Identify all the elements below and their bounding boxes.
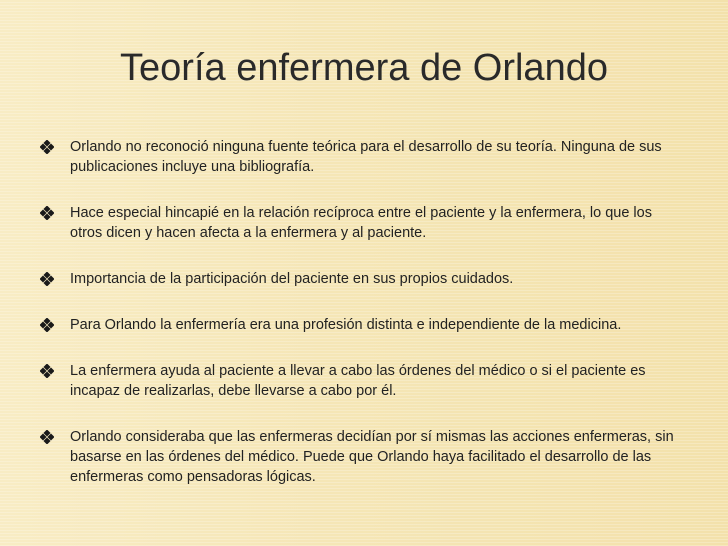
diamond-bullet-icon bbox=[40, 430, 54, 444]
diamond-bullet-icon bbox=[40, 140, 54, 154]
bullet-item bbox=[40, 137, 680, 177]
bullet-item bbox=[40, 269, 680, 289]
diamond-bullet-icon bbox=[40, 364, 54, 378]
bullet-text: Para Orlando la enfermería era una profesión distinta e independiente de la medicina. bbox=[70, 317, 622, 333]
bullet-text: Orlando consideraba que las enfermeras decidían por sí mismas las acciones enfermeras, sin basarse en las órdenes del médico. Puede que Orlando haya facilitado el desarrollo de las enfermeras como pensadoras lógicas. bbox=[70, 429, 674, 485]
bullet-item bbox=[40, 361, 680, 401]
bullet-text: Hace especial hincapié en la relación recíproca entre el paciente y la enfermera, lo que los otros dicen y hacen afecta a la enfermera y al paciente. bbox=[70, 205, 652, 241]
bullet-text: Importancia de la participación del paciente en sus propios cuidados. bbox=[70, 271, 514, 287]
diamond-bullet-icon bbox=[40, 318, 54, 332]
bullet-text: Orlando no reconoció ninguna fuente teórica para el desarrollo de su teoría. Ninguna de sus publicaciones incluye una bibliografía. bbox=[70, 139, 662, 175]
bullet-text: La enfermera ayuda al paciente a llevar a cabo las órdenes del médico o si el paciente es incapaz de realizarlas, debe llevarse a cabo por él. bbox=[70, 363, 646, 399]
diamond-bullet-icon bbox=[40, 272, 54, 286]
bullet-item bbox=[40, 427, 680, 487]
diamond-bullet-icon bbox=[40, 206, 54, 220]
slide-title: Teoría enfermera de Orlando bbox=[120, 47, 608, 89]
bullet-item bbox=[40, 203, 680, 243]
bullet-item bbox=[40, 315, 680, 335]
bullet-list bbox=[40, 137, 680, 513]
